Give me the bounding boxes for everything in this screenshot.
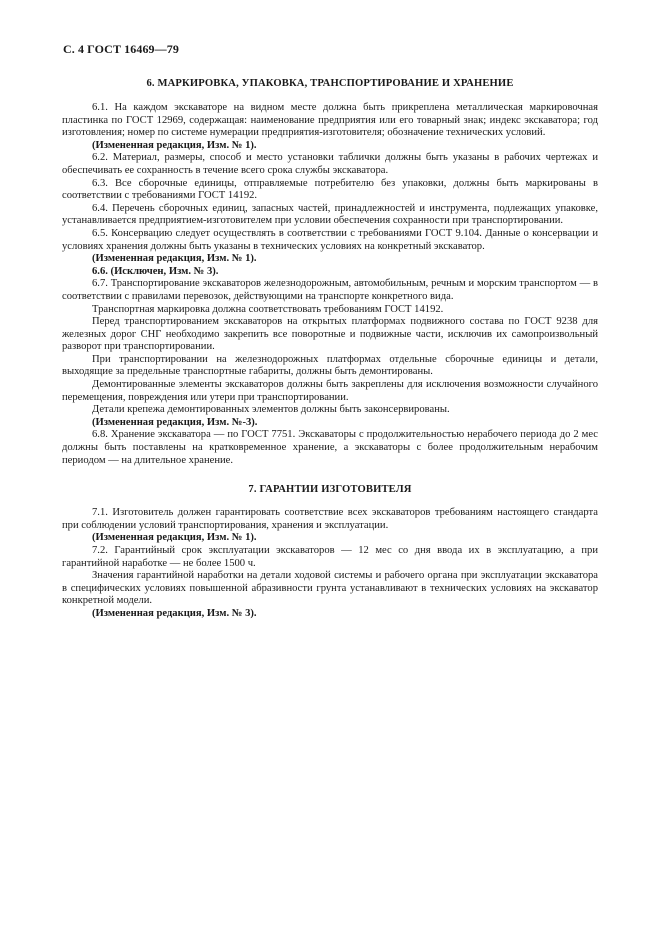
- paragraph-7-2: 7.2. Гарантийный срок эксплуатации экскаваторов — 12 мес со дня ввода их в эксплуатацию, а при гарантийной наработке — не более 1500 ч.: [62, 545, 598, 569]
- amendment-note: (Измененная редакция, Изм. № 1).: [92, 253, 257, 265]
- paragraph-6-6: 6.6. (Исключен, Изм. № 3).: [92, 265, 219, 277]
- paragraph-6-4: 6.4. Перечень сборочных единиц, запасных частей, принадлежностей и инструмента, подлежащих упаковке, устанавливается предприятием-изготовителем при условии обеспечения сохранности при транспортировании.: [62, 202, 598, 227]
- paragraph-6-7-dismantled: Демонтированные элементы экскаваторов должны быть закреплены для исключения возможности случайного перемещения, повреждения или утери при транспортировании.: [62, 379, 598, 403]
- paragraph-6-5: 6.5. Консервацию следует осуществлять в соответствии с требованиями ГОСТ 9.104. Данные о консервации и условиях хранения должны быть указаны в технических условиях на конкретный экскаватор.: [62, 227, 598, 252]
- amendment-note: (Измененная редакция, Изм. № 1).: [92, 532, 257, 544]
- paragraph-6-7-marking: Транспортная маркировка должна соответствовать требованиям ГОСТ 14192.: [92, 303, 444, 315]
- paragraph-6-3: 6.3. Все сборочные единицы, отправляемые потребителю без упаковки, должны быть маркированы в соответствии с требованиями ГОСТ 14192.: [62, 177, 598, 202]
- paragraph-7-1: 7.1. Изготовитель должен гарантировать соответствие всех экскаваторов требованиям настоящего стандарта при соблюдении условий транспортирования, хранения и эксплуатации.: [62, 507, 598, 531]
- paragraph-7-2-values: Значения гарантийной наработки на детали ходовой системы и рабочего органа при эксплуатации экскаватора в специфических условиях повышенной абразивности грунта устанавливают в технических условиях на экскаватор конкретной модели.: [62, 570, 598, 607]
- section-7-title: 7. ГАРАНТИИ ИЗГОТОВИТЕЛЯ: [248, 484, 412, 496]
- section-6-title: 6. МАРКИРОВКА, УПАКОВКА, ТРАНСПОРТИРОВАНИЕ И ХРАНЕНИЕ: [146, 78, 514, 89]
- paragraph-6-7-platforms: Перед транспортированием экскаваторов на открытых платформах подвижного состава по ГОСТ 9238 для железных дорог СНГ необходимо закрепить все поворотные и подвижные части, исключив их самопроизвольный разворот при транспортировании.: [62, 316, 598, 353]
- amendment-note: (Измененная редакция, Изм. №-3).: [92, 416, 258, 428]
- paragraph-6-8: 6.8. Хранение экскаватора — по ГОСТ 7751. Экскаваторы с продолжительностью нерабочего периода до 2 мес должны быть поставлены на кратковременное хранение, а экскаваторы с более продолжительным нерабочим периодом — на длительное хранение.: [62, 429, 598, 466]
- paragraph-6-2: 6.2. Материал, размеры, способ и место установки таблички должны быть указаны в рабочих чертежах и обеспечивать ее сохранность в течение всего срока службы экскаватора.: [62, 152, 598, 176]
- paragraph-6-7: 6.7. Транспортирование экскаваторов железнодорожным, автомобильным, речным и морским транспортом — в соответствии с правилами перевозок, действующими на транспорте конкретного вида.: [62, 278, 598, 302]
- running-header: С. 4 ГОСТ 16469—79: [63, 42, 179, 56]
- amendment-note: (Измененная редакция, Изм. № 1).: [92, 139, 257, 151]
- paragraph-6-7-fasteners: Детали крепежа демонтированных элементов должны быть законсервированы.: [92, 404, 450, 416]
- paragraph-6-1: 6.1. На каждом экскаваторе на видном месте должна быть прикреплена металлическая маркировочная пластинка по ГОСТ 12969, содержащая: наименование предприятия или его товарный знак; индекс экскаватора; год изготовления; номер по системе нумерации предприятия-изготовителя; обозначение технических условий.: [62, 102, 598, 139]
- paragraph-6-7-railway: При транспортировании на железнодорожных платформах отдельные сборочные единицы и детали, выходящие за предельные транспортные габариты, должны быть демонтированы.: [62, 353, 598, 378]
- amendment-note: (Измененная редакция, Изм. № 3).: [92, 607, 257, 619]
- document-body: [62, 77, 598, 621]
